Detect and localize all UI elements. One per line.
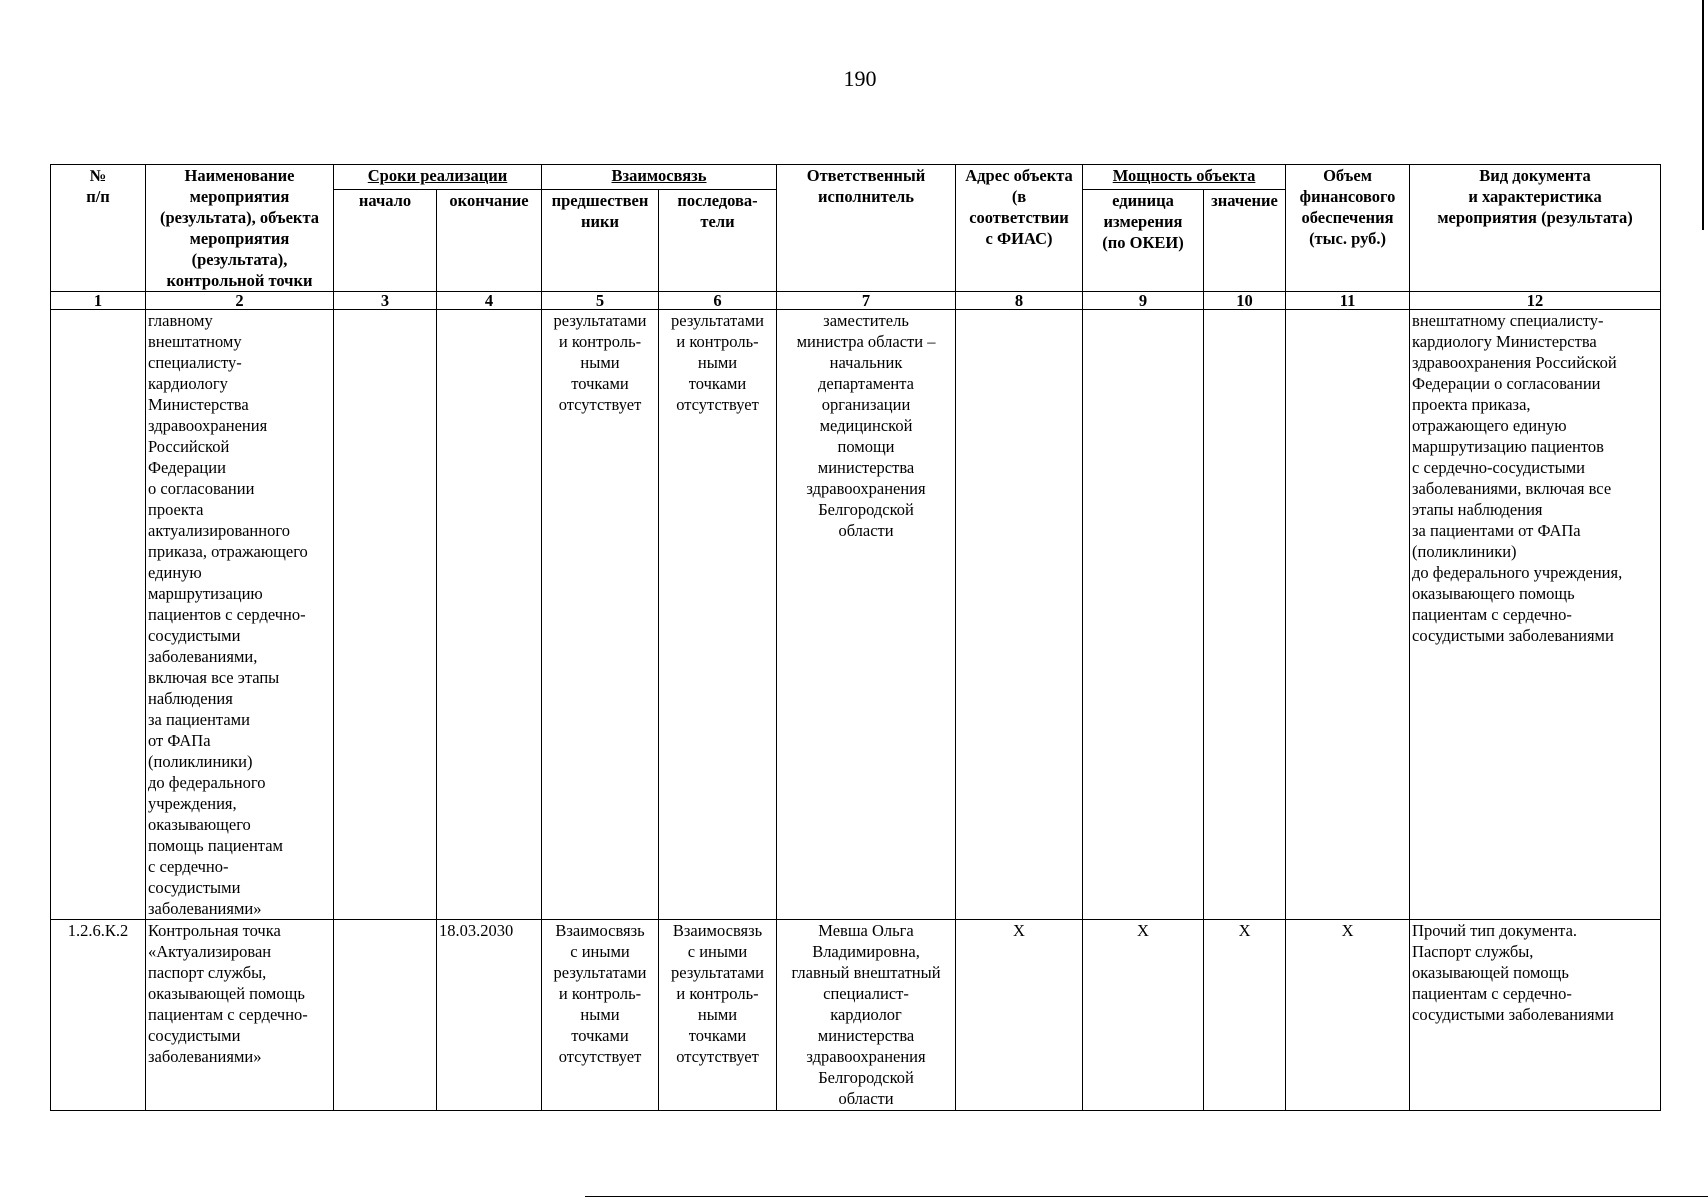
header-name: Наименование мероприятия (результата), объекта мероприятия (результата), контрольной точки	[146, 165, 334, 292]
cell-predecessors: результатами и контроль- ными точками отсутствует	[542, 310, 659, 920]
cell-start	[334, 920, 437, 1111]
activities-table	[50, 164, 1661, 1111]
cell-document: внештатному специалисту- кардиологу Министерства здравоохранения Российской Федерации о согласовании проекта приказа, отражающего единую маршрутизацию пациентов с сердечно-сосудистыми заболеваниями, включая все этапы наблюдения за пациентами от ФАПа (поликлиники) до федерального учреждения, оказывающего помощь пациентам с сердечно- сосудистыми заболеваниями	[1410, 310, 1661, 920]
scan-edge-right	[1702, 0, 1704, 230]
cell-document: Прочий тип документа. Паспорт службы, оказывающей помощь пациентам с сердечно- сосудистыми заболеваниями	[1410, 920, 1661, 1111]
cell-unit: Х	[1083, 920, 1204, 1111]
column-number: 7	[777, 292, 956, 310]
column-number: 6	[659, 292, 777, 310]
cell-responsible: Мевша Ольга Владимировна, главный внештатный специалист- кардиолог министерства здравоохранения Белгородской области	[777, 920, 956, 1111]
header-finance: Объем финансового обеспечения (тыс. руб.)	[1286, 165, 1410, 292]
table-row	[51, 310, 1661, 920]
cell-end	[437, 310, 542, 920]
column-numbers-row	[51, 292, 1661, 310]
column-number: 8	[956, 292, 1083, 310]
column-number: 1	[51, 292, 146, 310]
column-number: 5	[542, 292, 659, 310]
column-number: 10	[1204, 292, 1286, 310]
cell-value: Х	[1204, 920, 1286, 1111]
header-terms-label: Сроки реализации	[367, 166, 508, 185]
cell-successors: результатами и контроль- ными точками отсутствует	[659, 310, 777, 920]
cell-start	[334, 310, 437, 920]
cell-end: 18.03.2030	[437, 920, 542, 1111]
header-start: начало	[334, 190, 437, 292]
header-capacity-label: Мощность объекта	[1112, 166, 1256, 185]
cell-address	[956, 310, 1083, 920]
cell-finance	[1286, 310, 1410, 920]
cell-address: Х	[956, 920, 1083, 1111]
header-predecessors: предшествен ники	[542, 190, 659, 292]
column-number: 12	[1410, 292, 1661, 310]
header-links-group	[542, 165, 777, 190]
table-row	[51, 920, 1661, 1111]
column-number: 4	[437, 292, 542, 310]
column-number: 2	[146, 292, 334, 310]
header-capacity-group	[1083, 165, 1286, 190]
header-successors: последова- тели	[659, 190, 777, 292]
cell-finance: Х	[1286, 920, 1410, 1111]
header-terms-group	[334, 165, 542, 190]
header-links-label: Взаимосвязь	[611, 166, 707, 185]
header-end: окончание	[437, 190, 542, 292]
column-number: 9	[1083, 292, 1204, 310]
column-number: 3	[334, 292, 437, 310]
cell-num: 1.2.6.К.2	[51, 920, 146, 1111]
header-document: Вид документа и характеристика мероприятия (результата)	[1410, 165, 1661, 292]
cell-successors: Взаимосвязь с иными результатами и контроль- ными точками отсутствует	[659, 920, 777, 1111]
column-number: 11	[1286, 292, 1410, 310]
header-responsible: Ответственный исполнитель	[777, 165, 956, 292]
cell-name: главному внештатному специалисту- кардиологу Министерства здравоохранения Российской Федерации о согласовании проекта актуализированного приказа, отражающего единую маршрутизацию пациентов с сердечно- сосудистыми заболеваниями, включая все этапы наблюдения за пациентами от ФАПа (поликлиники) до федерального учреждения, оказывающего помощь пациентам с сердечно- сосудистыми заболеваниями»	[146, 310, 334, 920]
header-unit: единица измерения (по ОКЕИ)	[1083, 190, 1204, 292]
header-address: Адрес объекта (в соответствии с ФИАС)	[956, 165, 1083, 292]
cell-name: Контрольная точка «Актуализирован паспорт службы, оказывающей помощь пациентам с сердечно- сосудистыми заболеваниями»	[146, 920, 334, 1111]
header-row-1	[51, 165, 1661, 190]
cell-predecessors: Взаимосвязь с иными результатами и контроль- ными точками отсутствует	[542, 920, 659, 1111]
scan-edge-bottom	[585, 1196, 1708, 1197]
page-number: 190	[843, 66, 877, 91]
cell-unit	[1083, 310, 1204, 920]
cell-responsible: заместитель министра области – начальник департамента организации медицинской помощи министерства здравоохранения Белгородской области	[777, 310, 956, 920]
header-num: № п/п	[51, 165, 146, 292]
cell-value	[1204, 310, 1286, 920]
cell-num	[51, 310, 146, 920]
header-value: значение	[1204, 190, 1286, 292]
